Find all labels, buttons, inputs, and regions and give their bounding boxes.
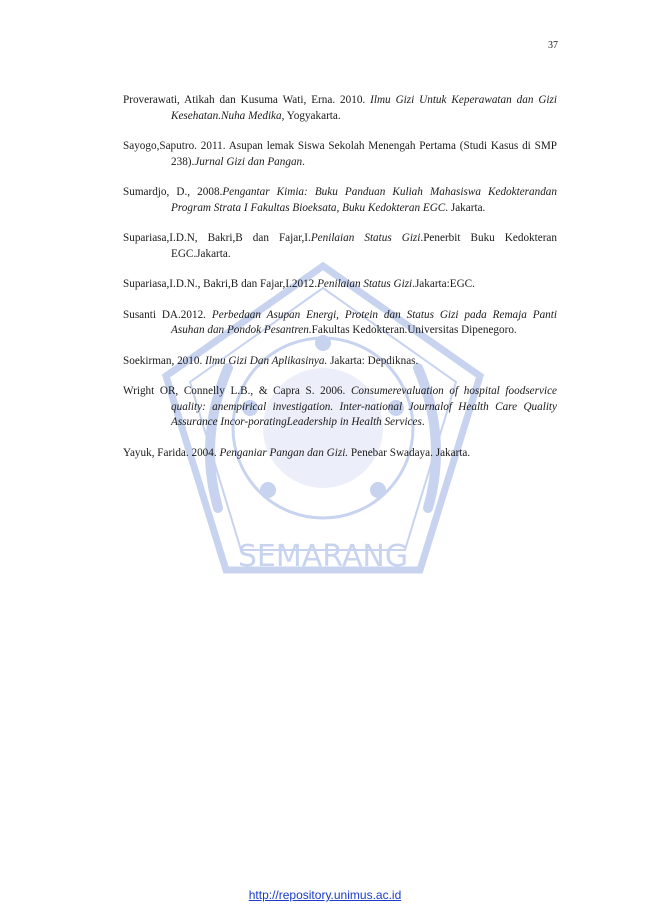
reference-entry: Proverawati, Atikah dan Kusuma Wati, Erna. 2010. Ilmu Gizi Untuk Keperawatan dan Gizi Kesehatan.Nuha Medika, Yogyakarta. [123, 94, 557, 122]
reference-entry: Supariasa,I.D.N., Bakri,B dan Fajar,I.2012.Penilaian Status Gizi.Jakarta:EGC. [123, 278, 475, 290]
reference-entry: Sayogo,Saputro. 2011. Asupan lemak Siswa Sekolah Menengah Pertama (Studi Kasus di SMP 238).Jurnal Gizi dan Pangan. [123, 140, 557, 168]
reference-entry: Yayuk, Farida. 2004. Penganiar Pangan dan Gizi. Penebar Swadaya. Jakarta. [123, 446, 471, 459]
reference-entry: Susanti DA.2012. Perbedaan Asupan Energi, Protein dan Status Gizi pada Remaja Panti Asuhan dan Pondok Pesantren.Fakultas Kedokteran.Universitas Dipenegoro. [123, 308, 557, 336]
watermark-text: SEMARANG [237, 539, 409, 574]
reference-entry: Soekirman, 2010. Ilmu Gizi Dan Aplikasinya. Jakarta: Depdiknas. [123, 354, 419, 367]
reference-entry: Supariasa,I.D.N, Bakri,B dan Fajar,I.Penilaian Status Gizi.Penerbit Buku Kedokteran EGC.Jakarta. [123, 232, 557, 260]
reference-list [123, 93, 557, 476]
reference-entry: Sumardjo, D., 2008.Pengantar Kimia: Buku Panduan Kuliah Mahasiswa Kedokterandan Program Strata I Fakultas Bioeksata, Buku Kedokteran EGC. Jakarta. [123, 186, 557, 214]
reference-entry: Wright OR, Connelly L.B., & Capra S. 2006. Consumerevaluation of hospital foodservice quality: anempirical investigation. Inter-national Journalof Health Care Quality Assurance Incor-poratingLeadership in Health Services. [123, 385, 557, 428]
page-number: 37 [548, 40, 558, 51]
repository-link[interactable]: http://repository.unimus.ac.id [248, 888, 402, 902]
